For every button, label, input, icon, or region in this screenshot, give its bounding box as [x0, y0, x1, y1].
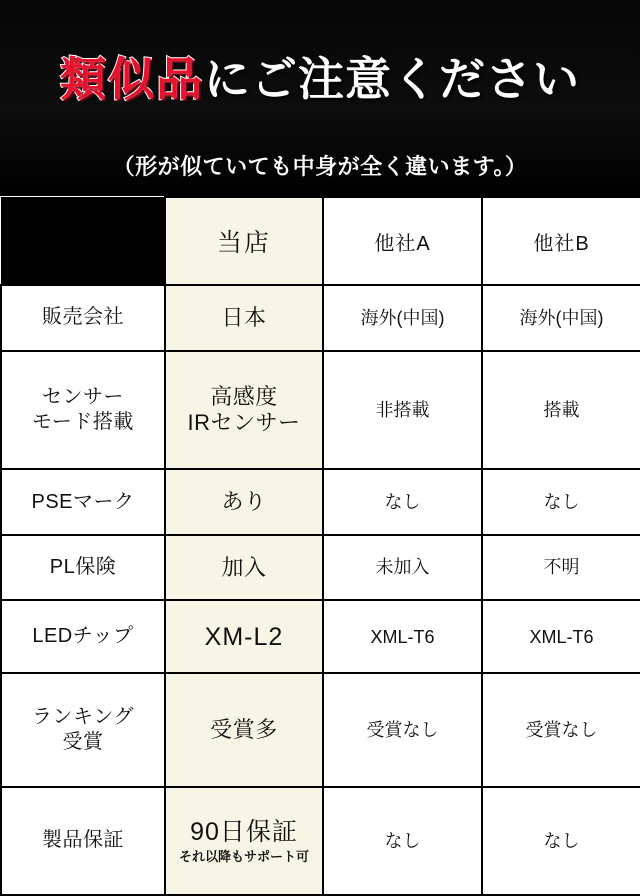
subtitle: （形が似ていても中身が全く違います。） [112, 154, 528, 179]
page-title [0, 53, 640, 105]
cell-own-sensor-line2: IRセンサー [187, 409, 301, 435]
cell-b-sensor-mode: 搭載 [482, 351, 640, 470]
cell-b-pse-mark: なし [482, 469, 640, 535]
table-header-row [1, 197, 640, 285]
cell-a-sensor-mode: 非搭載 [323, 351, 482, 470]
cell-own-warranty [165, 787, 323, 895]
cell-own-warranty-note: それ以降もサポート可 [178, 848, 309, 864]
column-header-competitor-b: 他社B [482, 197, 640, 285]
cell-own-pse-mark: あり [165, 469, 323, 535]
table-row [1, 787, 640, 895]
cell-own-ranking-award: 受賞多 [165, 673, 323, 786]
headline-rest: にご注意ください [204, 53, 580, 105]
row-label-warranty: 製品保証 [1, 787, 165, 895]
table-row [1, 600, 640, 673]
cell-own-sensor-mode [165, 351, 323, 470]
table-row [1, 535, 640, 601]
cell-b-pl-insurance: 不明 [482, 535, 640, 601]
cell-own-seller: 日本 [165, 285, 323, 351]
cell-a-warranty: なし [323, 787, 482, 895]
row-label-seller: 販売会社 [1, 285, 165, 351]
cell-a-pl-insurance: 未加入 [323, 535, 482, 601]
cell-b-ranking-award: 受賞なし [482, 673, 640, 786]
row-label-pl-insurance: PL保険 [1, 535, 165, 601]
header-banner [0, 0, 640, 196]
cell-a-ranking-award: 受賞なし [323, 673, 482, 786]
row-label-sensor-mode-line2: モード搭載 [32, 410, 134, 433]
comparison-table-wrapper [0, 196, 640, 896]
row-label-sensor-mode-line1: センサー [42, 385, 124, 408]
cell-a-seller: 海外(中国) [323, 285, 482, 351]
table-row [1, 285, 640, 351]
cell-own-led-chip: XM-L2 [165, 600, 323, 673]
headline-emphasis: 類似品 [60, 53, 204, 105]
cell-b-led-chip: XML-T6 [482, 600, 640, 673]
cell-own-sensor-line1: 高感度 [210, 383, 278, 409]
row-label-led-chip: LEDチップ [1, 600, 165, 673]
table-row [1, 469, 640, 535]
comparison-table [0, 196, 640, 896]
row-label-sensor-mode [1, 351, 165, 470]
cell-b-warranty: なし [482, 787, 640, 895]
cell-b-seller: 海外(中国) [482, 285, 640, 351]
cell-own-pl-insurance: 加入 [165, 535, 323, 601]
row-label-ranking-line1: ランキング [32, 705, 134, 728]
cell-a-pse-mark: なし [323, 469, 482, 535]
cell-a-led-chip: XML-T6 [323, 600, 482, 673]
row-label-ranking-award [1, 673, 165, 786]
corner-blank-cell [1, 197, 165, 285]
row-label-ranking-line2: 受賞 [62, 730, 104, 753]
table-row [1, 673, 640, 786]
row-label-pse-mark: PSEマーク [1, 469, 165, 535]
table-row [1, 351, 640, 470]
column-header-own-store: 当店 [165, 197, 323, 285]
column-header-competitor-a: 他社A [323, 197, 482, 285]
cell-own-warranty-main: 90日保証 [190, 817, 298, 846]
